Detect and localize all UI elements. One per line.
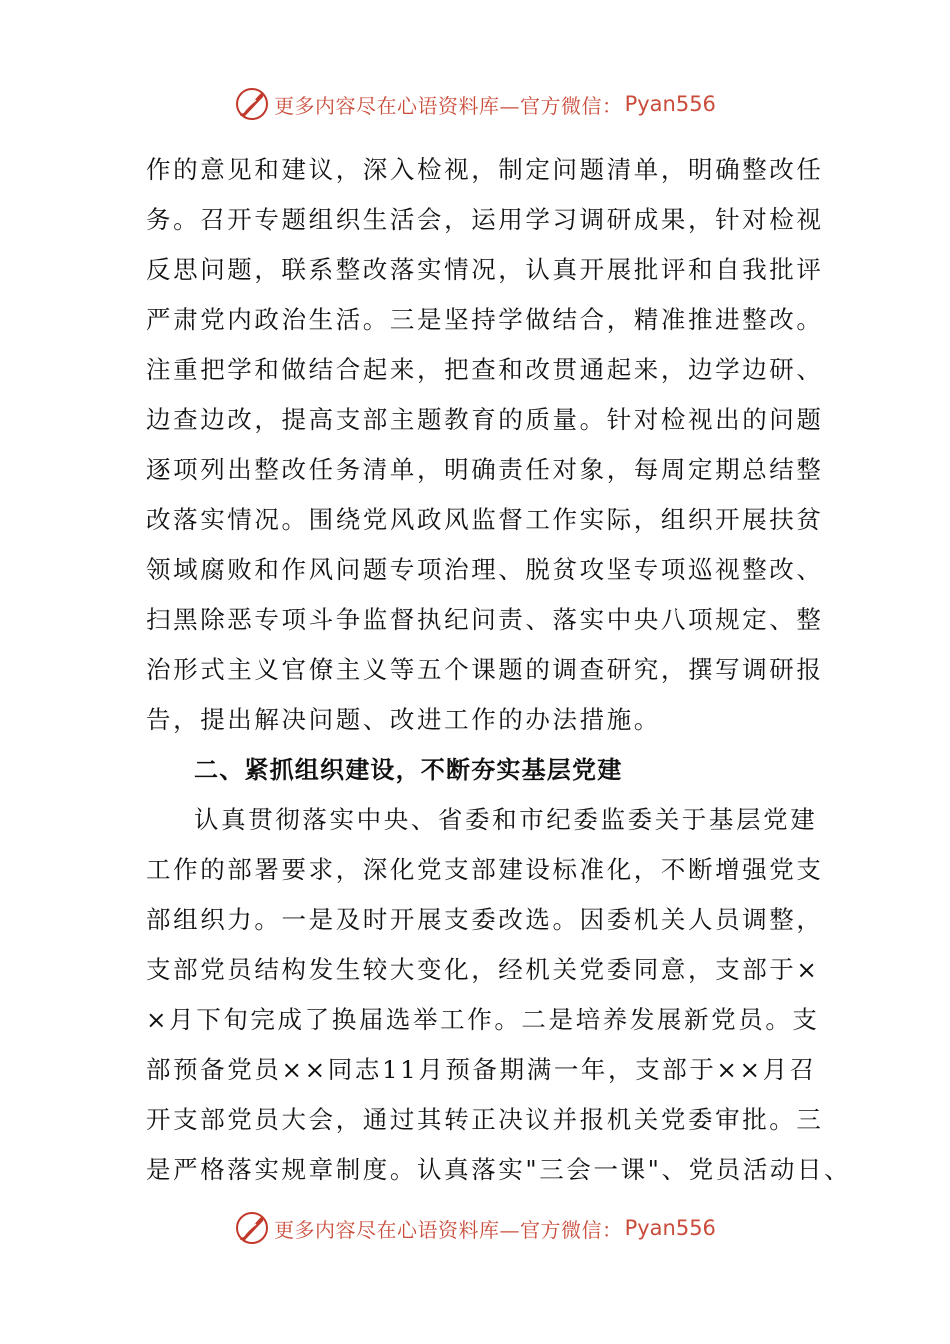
document-body: [146, 145, 852, 1195]
paragraph-line: 反思问题，联系整改落实情况，认真开展批评和自我批评: [146, 255, 824, 284]
paragraph-line: 治形式主义官僚主义等五个课题的调查研究，撰写调研报: [146, 655, 824, 684]
paragraph-line: 务。召开专题组织生活会，运用学习调研成果，针对检视: [146, 205, 824, 234]
paragraph-line: 支部党员结构发生较大变化，经机关党委同意，支部于×: [146, 955, 820, 984]
paragraph-line: 告，提出解决问题、改进工作的办法措施。: [146, 705, 661, 734]
paragraph-line: 边查边改，提高支部主题教育的质量。针对检视出的问题: [146, 405, 824, 434]
paragraph-line: 注重把学和做结合起来，把查和改贯通起来，边学边研、: [146, 355, 824, 384]
paragraph-line: 认真贯彻落实中央、省委和市纪委监委关于基层党建: [194, 805, 818, 834]
footer-watermark-banner: [0, 1208, 950, 1248]
quill-pen-icon: [234, 1210, 270, 1246]
banner-wechat-id: Pyan556: [624, 1216, 716, 1240]
header-watermark-banner: [0, 84, 950, 124]
paragraph-line: 是严格落实规章制度。认真落实"三会一课"、党员活动日、: [146, 1155, 852, 1184]
paragraph-line: 部组织力。一是及时开展支委改选。因委机关人员调整，: [146, 905, 824, 934]
paragraph-line: 部预备党员××同志11月预备期满一年，支部于××月召: [146, 1055, 817, 1084]
paragraph-line: ×月下旬完成了换届选举工作。二是培养发展新党员。支: [146, 1005, 820, 1034]
section-heading: 二、紧抓组织建设，不断夯实基层党建: [194, 756, 623, 784]
quill-pen-icon: [234, 86, 270, 122]
paragraph-line: 作的意见和建议，深入检视，制定问题清单，明确整改任: [146, 155, 824, 184]
banner-text: 更多内容尽在心语资料库—官方微信：: [274, 1217, 623, 1242]
banner-wechat-id: Pyan556: [624, 92, 716, 116]
paragraph-line: 改落实情况。围绕党风政风监督工作实际，组织开展扶贫: [146, 505, 824, 534]
paragraph-line: 开支部党员大会，通过其转正决议并报机关党委审批。三: [146, 1105, 824, 1134]
banner-text: 更多内容尽在心语资料库—官方微信：: [274, 93, 623, 118]
paragraph-line: 逐项列出整改任务清单，明确责任对象，每周定期总结整: [146, 455, 824, 484]
paragraph-line: 工作的部署要求，深化党支部建设标准化，不断增强党支: [146, 855, 824, 884]
paragraph-line: 扫黑除恶专项斗争监督执纪问责、落实中央八项规定、整: [146, 605, 824, 634]
paragraph-line: 领域腐败和作风问题专项治理、脱贫攻坚专项巡视整改、: [146, 555, 824, 584]
paragraph-line: 严肃党内政治生活。三是坚持学做结合，精准推进整改。: [146, 305, 824, 334]
